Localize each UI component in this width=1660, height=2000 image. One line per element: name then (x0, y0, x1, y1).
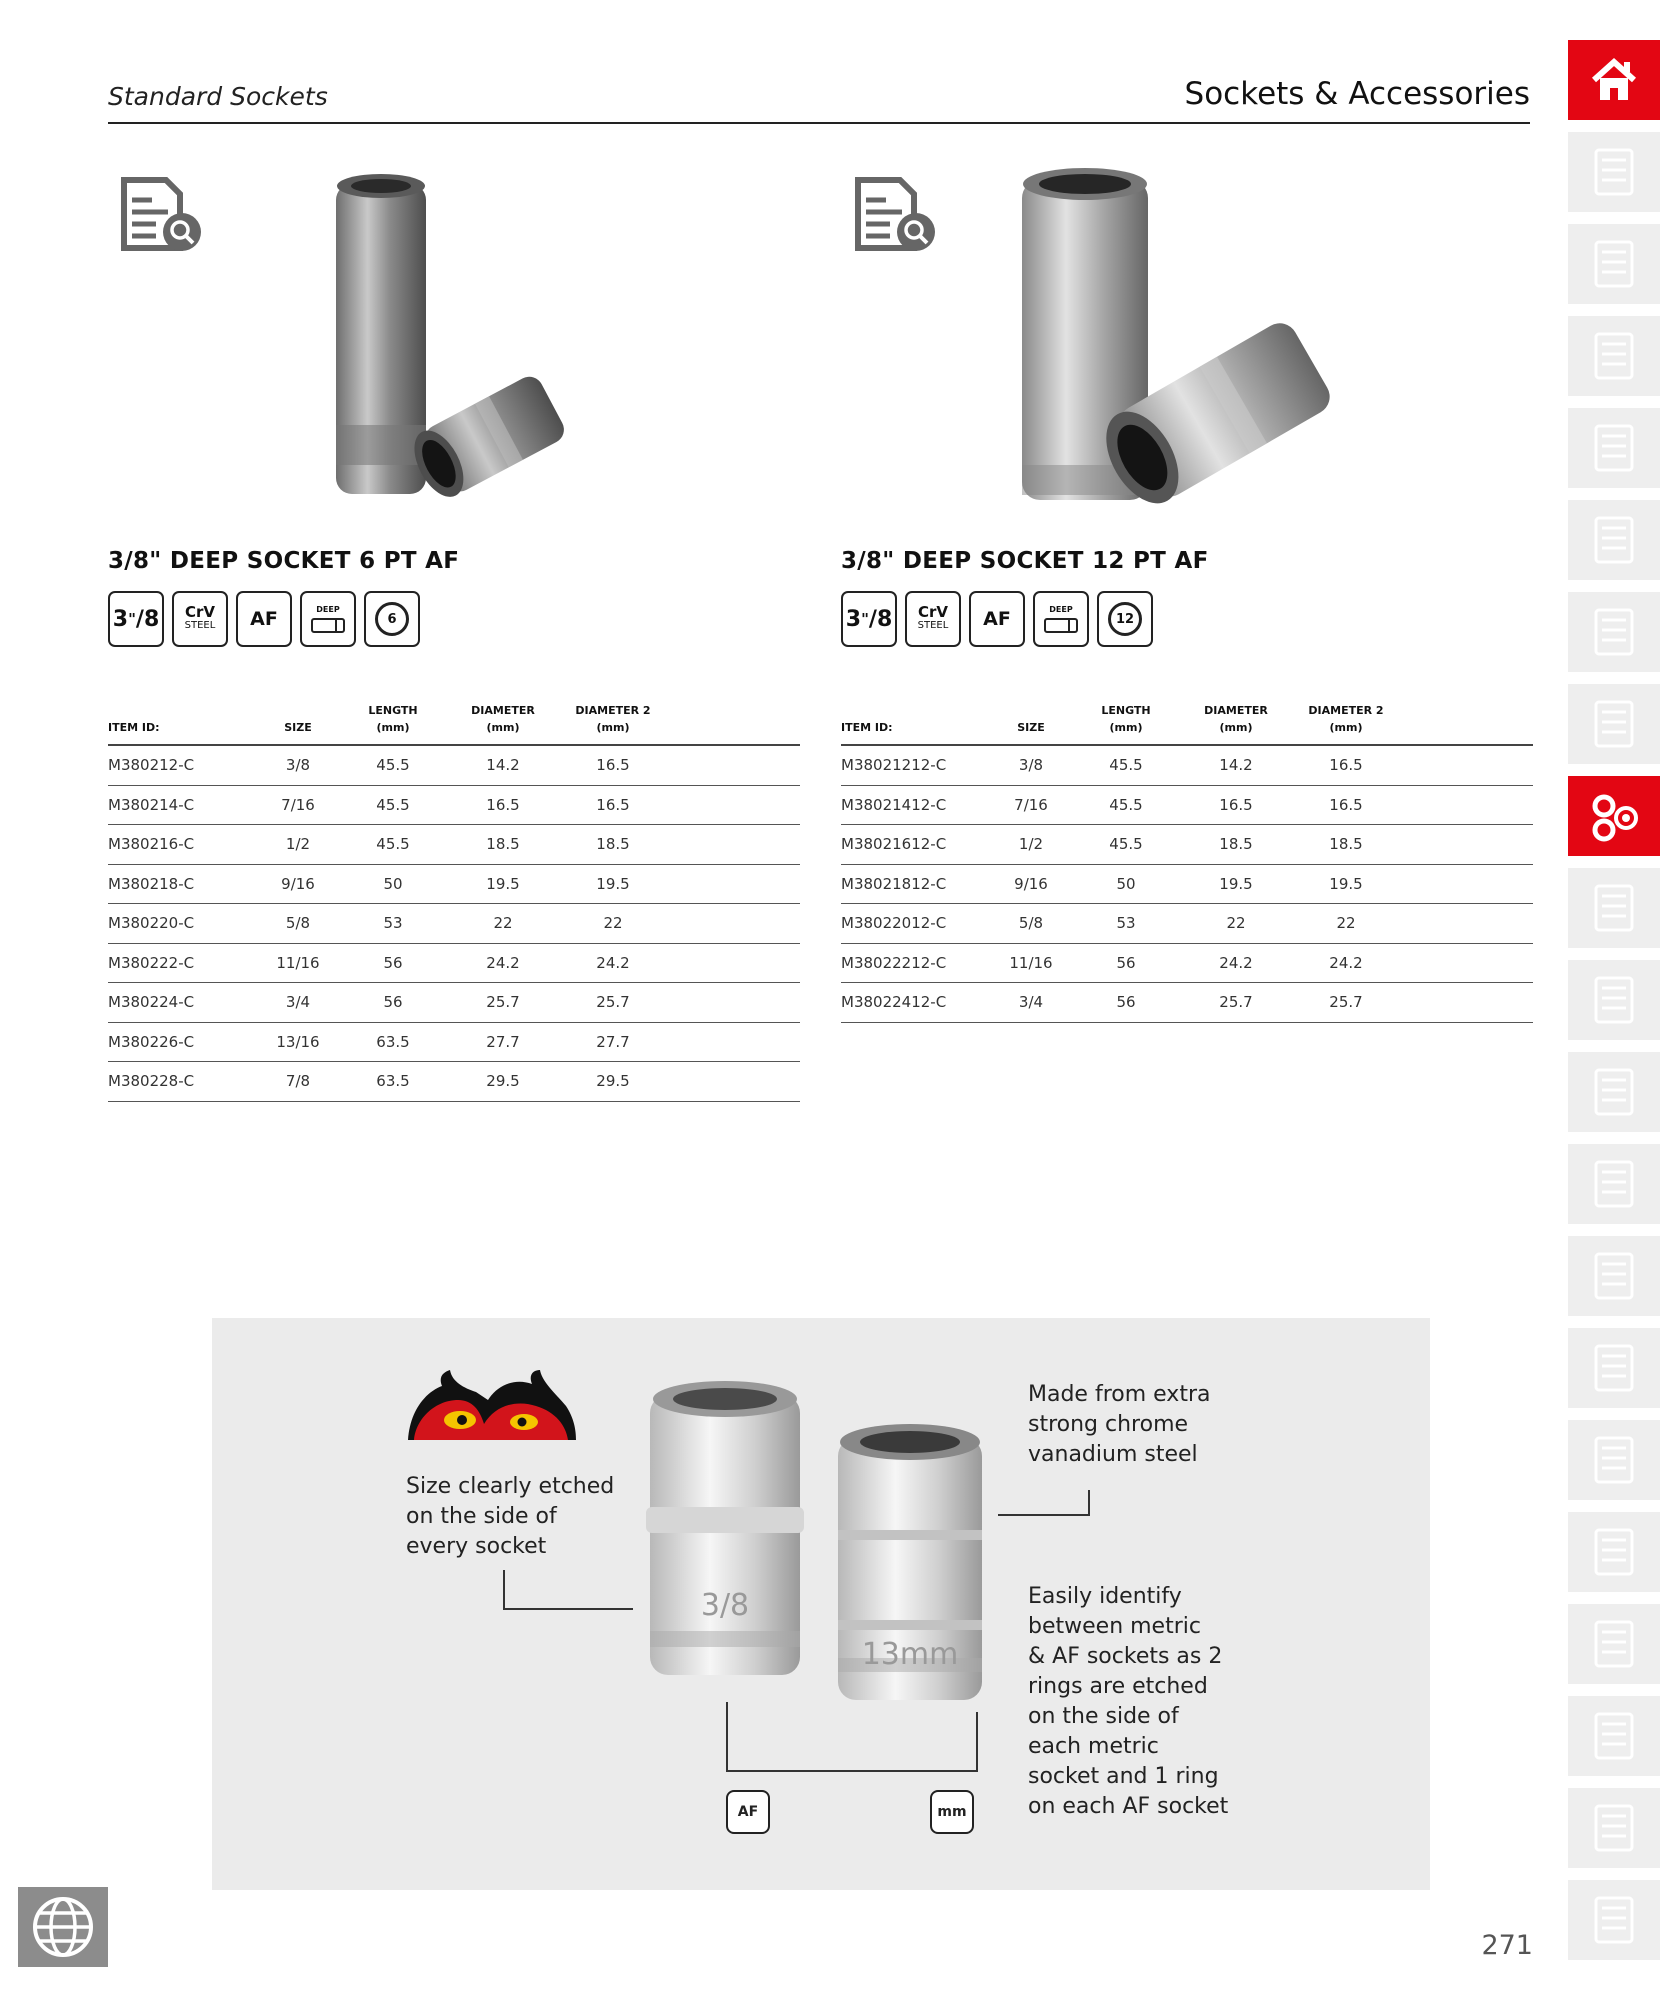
size-cell: 3/4 (258, 983, 338, 1023)
diameter-cell: 22 (1181, 904, 1291, 944)
feature-panel (212, 1318, 1430, 1890)
spanners-icon (1588, 512, 1640, 568)
diameter-cell: 16.5 (448, 785, 558, 825)
length-cell: 45.5 (338, 825, 448, 865)
diameter-cell: 29.5 (448, 1062, 558, 1102)
diameter2-cell: 25.7 (558, 983, 668, 1023)
diameter-cell: 25.7 (448, 983, 558, 1023)
diameter-cell: 22 (448, 904, 558, 944)
size-cell: 3/8 (991, 745, 1071, 785)
deep-badge: DEEP (1033, 591, 1089, 647)
tray-set-icon (1588, 420, 1640, 476)
sidebar-item-tray-set[interactable] (1568, 408, 1660, 488)
item-id-cell: M38021412-C (841, 785, 991, 825)
sidebar-item-roller-cabinet[interactable] (1568, 316, 1660, 396)
category-title: Sockets & Accessories (1184, 76, 1530, 112)
standard-badge: AF (236, 591, 292, 647)
spanner-icon (1588, 972, 1640, 1028)
size-cell: 3/8 (258, 745, 338, 785)
diameter-cell: 24.2 (448, 943, 558, 983)
diameter2-cell: 24.2 (558, 943, 668, 983)
diameter2-cell: 16.5 (558, 745, 668, 785)
length-cell: 56 (338, 943, 448, 983)
rings-note: Easily identify between metric & AF sockets as 2 rings are etched on the side of each metric socket and 1 ring on each AF socket (1028, 1584, 1229, 1819)
diameter-cell: 25.7 (1181, 983, 1291, 1023)
diameter2-cell: 22 (558, 904, 668, 944)
length-cell: 63.5 (338, 1062, 448, 1102)
item-id-cell: M38022012-C (841, 904, 991, 944)
af-ring-badge: AF (726, 1790, 770, 1834)
sidebar-item-spanners[interactable] (1568, 500, 1660, 580)
sidebar-item-home[interactable] (1568, 40, 1660, 120)
length-cell: 45.5 (1071, 785, 1181, 825)
table-row (108, 983, 800, 1023)
length-cell: 53 (338, 904, 448, 944)
product-photo-6pt (232, 150, 592, 520)
col-diameter: DIAMETER (mm) (448, 694, 558, 745)
callout-line (503, 1608, 633, 1610)
col-item-id: ITEM ID: (108, 694, 258, 745)
col-item-id: ITEM ID: (841, 694, 991, 745)
item-id-cell: M38021812-C (841, 864, 991, 904)
length-cell: 45.5 (1071, 745, 1181, 785)
sidebar-item-pliers[interactable] (1568, 1328, 1660, 1408)
size-badge: 3 " / 8 (841, 591, 897, 647)
spec-table-12pt (841, 694, 1533, 1023)
workstation-icon (1588, 604, 1640, 660)
sidebar-item-bits[interactable] (1568, 1144, 1660, 1224)
section-title: Standard Sockets (108, 82, 328, 111)
sidebar-item-spanner[interactable] (1568, 960, 1660, 1040)
size-cell: 9/16 (258, 864, 338, 904)
diameter-cell: 27.7 (448, 1022, 558, 1062)
sidebar-item-knife[interactable] (1568, 1512, 1660, 1592)
size-cell: 1/2 (991, 825, 1071, 865)
diameter-cell: 19.5 (448, 864, 558, 904)
power-tools-icon (1588, 1800, 1640, 1856)
size-cell: 5/8 (258, 904, 338, 944)
size-cell: 11/16 (991, 943, 1071, 983)
size-cell: 3/4 (991, 983, 1071, 1023)
mm-ring-badge: mm (930, 1790, 974, 1834)
table-row (108, 943, 800, 983)
mm-etch-text: 13mm (861, 1637, 959, 1672)
header-divider (108, 122, 1530, 124)
standard-badge: AF (969, 591, 1025, 647)
point-badge (1097, 591, 1153, 647)
table-row (108, 745, 800, 785)
table-header (841, 694, 1533, 745)
product-title: 3/8" DEEP SOCKET 12 PT AF (841, 548, 1209, 574)
size-cell: 1/2 (258, 825, 338, 865)
callout-line (726, 1702, 728, 1772)
size-cell: 11/16 (258, 943, 338, 983)
diameter-cell: 18.5 (448, 825, 558, 865)
length-cell: 56 (338, 983, 448, 1023)
diameter-cell: 16.5 (1181, 785, 1291, 825)
deep-socket-icon (1044, 618, 1078, 633)
item-id-cell: M380222-C (108, 943, 258, 983)
diameter2-cell: 22 (1291, 904, 1401, 944)
hammer-icon (1588, 1892, 1640, 1948)
diameter-cell: 14.2 (448, 745, 558, 785)
brand-eyes-logo (406, 1370, 578, 1442)
deep-socket-icon (311, 618, 345, 633)
material-note: Made from extra strong chrome vanadium steel (1028, 1382, 1211, 1467)
size-cell: 13/16 (258, 1022, 338, 1062)
item-id-cell: M38022412-C (841, 983, 991, 1023)
length-cell: 63.5 (338, 1022, 448, 1062)
diameter2-cell: 29.5 (558, 1062, 668, 1102)
diameter2-cell: 24.2 (1291, 943, 1401, 983)
roller-cabinet-icon (1588, 328, 1640, 384)
size-cell: 7/16 (258, 785, 338, 825)
table-row (841, 864, 1533, 904)
length-cell: 45.5 (338, 745, 448, 785)
table-row (108, 1062, 800, 1102)
af-etch-text: 3/8 (700, 1588, 750, 1623)
col-diameter2: DIAMETER 2 (mm) (1291, 694, 1401, 745)
af-socket-photo (640, 1375, 810, 1685)
gears-icon (1588, 1708, 1640, 1764)
bi-hex-point-icon: 12 (1108, 602, 1142, 636)
length-cell: 56 (1071, 983, 1181, 1023)
item-id-cell: M380212-C (108, 745, 258, 785)
diameter2-cell: 19.5 (558, 864, 668, 904)
col-size: SIZE (258, 694, 338, 745)
size-cell: 7/8 (258, 1062, 338, 1102)
diameter2-cell: 27.7 (558, 1022, 668, 1062)
table-row (841, 745, 1533, 785)
col-length: LENGTH (mm) (1071, 694, 1181, 745)
page-number: 271 (1481, 1930, 1533, 1961)
item-id-cell: M38021212-C (841, 745, 991, 785)
sidebar-item-gears[interactable] (1568, 1696, 1660, 1776)
length-cell: 53 (1071, 904, 1181, 944)
sidebar-item-workstation[interactable] (1568, 592, 1660, 672)
item-id-cell: M380216-C (108, 825, 258, 865)
bits-icon (1588, 1156, 1640, 1212)
table-row (841, 785, 1533, 825)
material-badge: CrV STEEL (905, 591, 961, 647)
size-cell: 7/16 (991, 785, 1071, 825)
callout-line (998, 1514, 1090, 1516)
spec-badges (841, 591, 1153, 647)
length-cell: 50 (338, 864, 448, 904)
torque-wrench-icon (1588, 880, 1640, 936)
globe-button[interactable] (18, 1887, 108, 1967)
item-id-cell: M380224-C (108, 983, 258, 1023)
tool-chest-icon (1588, 144, 1640, 200)
insulated-icon (1588, 1432, 1640, 1488)
diameter2-cell: 16.5 (1291, 745, 1401, 785)
length-cell: 56 (1071, 943, 1181, 983)
spec-badges (108, 591, 420, 647)
col-diameter2: DIAMETER 2 (mm) (558, 694, 668, 745)
measuring-icon (1588, 1616, 1640, 1672)
screwdriver-icon (1588, 1064, 1640, 1120)
product-photo-12pt (990, 150, 1350, 520)
diameter2-cell: 16.5 (558, 785, 668, 825)
callout-line (726, 1770, 978, 1772)
table-row (108, 1022, 800, 1062)
table-row (108, 825, 800, 865)
item-id-cell: M38021612-C (841, 825, 991, 865)
diameter-cell: 14.2 (1181, 745, 1291, 785)
diameter-cell: 24.2 (1181, 943, 1291, 983)
sidebar-item-tool-tray[interactable] (1568, 224, 1660, 304)
length-cell: 50 (1071, 864, 1181, 904)
callout-line (976, 1712, 978, 1772)
deep-badge: DEEP (300, 591, 356, 647)
knife-icon (1588, 1524, 1640, 1580)
table-row (108, 864, 800, 904)
item-id-cell: M380220-C (108, 904, 258, 944)
ratchet-icon (1588, 696, 1640, 752)
globe-icon (31, 1895, 95, 1959)
sidebar-item-ratchet[interactable] (1568, 684, 1660, 764)
spec-table-6pt (108, 694, 800, 1102)
item-id-cell: M380214-C (108, 785, 258, 825)
sidebar-item-power-tools[interactable] (1568, 1788, 1660, 1868)
col-length: LENGTH (mm) (338, 694, 448, 745)
col-diameter: DIAMETER (mm) (1181, 694, 1291, 745)
item-id-cell: M38022212-C (841, 943, 991, 983)
table-row (108, 785, 800, 825)
sockets-icon (1588, 788, 1640, 844)
col-size: SIZE (991, 694, 1071, 745)
item-id-cell: M380228-C (108, 1062, 258, 1102)
point-badge (364, 591, 420, 647)
sidebar-item-screwdriver[interactable] (1568, 1052, 1660, 1132)
diameter2-cell: 19.5 (1291, 864, 1401, 904)
sidebar-item-insulated[interactable] (1568, 1420, 1660, 1500)
item-id-cell: M380218-C (108, 864, 258, 904)
diameter2-cell: 16.5 (1291, 785, 1401, 825)
etched-size-note: Size clearly etched on the side of every socket (406, 1474, 615, 1559)
size-cell: 9/16 (991, 864, 1071, 904)
callout-line (1088, 1490, 1090, 1514)
diameter2-cell: 18.5 (1291, 825, 1401, 865)
table-header (108, 694, 800, 745)
sidebar-item-measuring[interactable] (1568, 1604, 1660, 1684)
length-cell: 45.5 (1071, 825, 1181, 865)
diameter-cell: 18.5 (1181, 825, 1291, 865)
diameter-cell: 19.5 (1181, 864, 1291, 904)
sidebar-item-sockets[interactable] (1568, 776, 1660, 856)
product-title: 3/8" DEEP SOCKET 6 PT AF (108, 548, 460, 574)
hex-keys-icon (1588, 1248, 1640, 1304)
table-row (841, 943, 1533, 983)
length-cell: 45.5 (338, 785, 448, 825)
table-row (841, 904, 1533, 944)
sidebar-item-tool-chest[interactable] (1568, 132, 1660, 212)
size-cell: 5/8 (991, 904, 1071, 944)
mm-socket-photo (830, 1418, 990, 1708)
pliers-icon (1588, 1340, 1640, 1396)
document-search-icon[interactable] (116, 168, 206, 258)
diameter2-cell: 25.7 (1291, 983, 1401, 1023)
tool-tray-icon (1588, 236, 1640, 292)
material-badge: CrV STEEL (172, 591, 228, 647)
document-search-icon[interactable] (850, 168, 940, 258)
table-row (108, 904, 800, 944)
hex-point-icon: 6 (375, 602, 409, 636)
item-id-cell: M380226-C (108, 1022, 258, 1062)
home-icon (1588, 52, 1640, 108)
table-row (841, 825, 1533, 865)
diameter2-cell: 18.5 (558, 825, 668, 865)
sidebar-item-hammer[interactable] (1568, 1880, 1660, 1960)
sidebar-item-torque-wrench[interactable] (1568, 868, 1660, 948)
size-badge: 3 " / 8 (108, 591, 164, 647)
table-row (841, 983, 1533, 1023)
callout-line (503, 1570, 505, 1610)
sidebar-item-hex-keys[interactable] (1568, 1236, 1660, 1316)
